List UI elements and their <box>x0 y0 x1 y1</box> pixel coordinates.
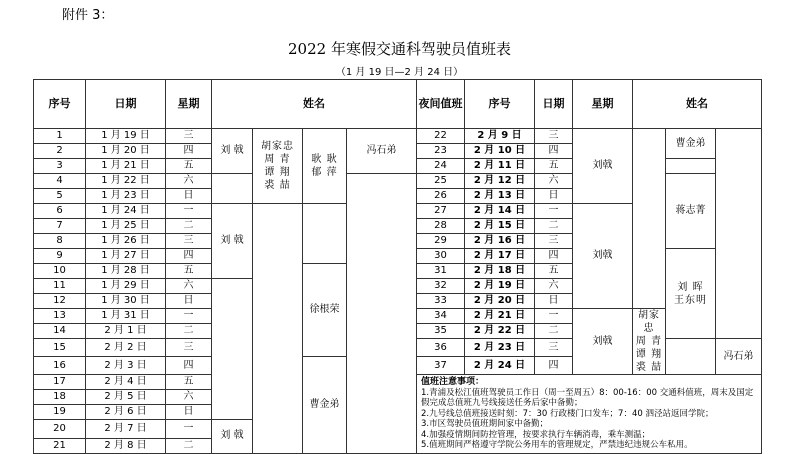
date-cell: 2 月 24 日 <box>465 357 535 375</box>
weekday-cell: 日 <box>166 189 212 204</box>
seq-number: 36 <box>417 339 465 357</box>
weekday-cell: 五 <box>166 375 212 390</box>
seq-number: 14 <box>34 324 86 339</box>
date-cell: 2 月 23 日 <box>465 339 535 357</box>
date-cell: 2 月 11 日 <box>465 159 535 174</box>
weekday-cell: 四 <box>166 249 212 264</box>
weekday-cell: 二 <box>535 324 573 339</box>
header-weekday: 星期 <box>573 80 633 129</box>
note-item: 2.九号线总值班接送时刻：7：30 行政楼门口发车；7：40 泗泾站返回学院； <box>421 408 714 419</box>
date-cell: 2 月 15 日 <box>465 219 535 234</box>
driver-name: 曹金弟 <box>303 357 347 454</box>
attachment-label: 附件 3： <box>62 8 114 23</box>
weekday-cell: 一 <box>166 204 212 219</box>
date-cell: 1 月 28 日 <box>86 264 166 279</box>
date-cell: 2 月 13 日 <box>465 189 535 204</box>
seq-number: 9 <box>34 249 86 264</box>
date-cell: 2 月 4 日 <box>86 375 166 390</box>
driver-group-names: 胡家忠 周 青 谭 翔 裘 喆 <box>253 129 303 204</box>
header-seq: 序号 <box>465 80 535 129</box>
date-cell: 1 月 20 日 <box>86 144 166 159</box>
name-empty <box>666 339 716 375</box>
date-cell: 2 月 1 日 <box>86 324 166 339</box>
name-empty <box>666 159 716 174</box>
weekday-cell: 四 <box>166 357 212 375</box>
header-weekday: 星期 <box>166 80 212 129</box>
weekday-cell: 三 <box>166 234 212 249</box>
date-cell: 2 月 2 日 <box>86 339 166 357</box>
date-cell: 2 月 22 日 <box>465 324 535 339</box>
weekday-cell: 一 <box>535 309 573 324</box>
date-cell: 1 月 24 日 <box>86 204 166 219</box>
date-cell: 1 月 19 日 <box>86 129 166 144</box>
driver-name: 刘戟 <box>573 204 633 309</box>
seq-number: 7 <box>34 219 86 234</box>
date-cell: 2 月 16 日 <box>465 234 535 249</box>
header-name: 姓名 <box>633 80 762 129</box>
name-empty <box>212 279 253 420</box>
driver-name: 曹金弟 <box>666 129 716 159</box>
weekday-cell: 六 <box>535 174 573 189</box>
weekday-cell: 六 <box>166 279 212 294</box>
seq-number: 12 <box>34 294 86 309</box>
seq-number: 31 <box>417 264 465 279</box>
header-name: 姓名 <box>212 80 417 129</box>
date-cell: 1 月 29 日 <box>86 279 166 294</box>
seq-number: 6 <box>34 204 86 219</box>
table-row <box>34 129 762 144</box>
weekday-cell: 日 <box>535 189 573 204</box>
weekday-cell: 四 <box>535 144 573 159</box>
seq-number: 25 <box>417 174 465 189</box>
driver-name: 刘戟 <box>573 129 633 204</box>
date-cell: 2 月 7 日 <box>86 420 166 439</box>
seq-number: 35 <box>417 324 465 339</box>
seq-number: 17 <box>34 375 86 390</box>
seq-number: 3 <box>34 159 86 174</box>
note-item: 3.市区驾驶员值班期间家中备勤； <box>421 419 549 429</box>
note-item: 5.值班期间严格遵守学院公务用车的管理规定，严禁违纪违规公车私用。 <box>421 440 693 450</box>
date-cell: 2 月 18 日 <box>465 264 535 279</box>
weekday-cell: 四 <box>535 249 573 264</box>
driver-names: 刘 晖 王东明 <box>666 249 716 339</box>
name-empty <box>303 204 347 264</box>
seq-number: 21 <box>34 438 86 453</box>
weekday-cell: 日 <box>535 294 573 309</box>
weekday-cell: 六 <box>535 279 573 294</box>
weekday-cell: 四 <box>535 357 573 375</box>
driver-name: 蒋志菁 <box>666 174 716 249</box>
weekday-cell: 一 <box>535 204 573 219</box>
weekday-cell: 五 <box>166 264 212 279</box>
weekday-cell: 三 <box>166 129 212 144</box>
weekday-cell: 四 <box>166 144 212 159</box>
header-night-duty: 夜间值班 <box>417 80 465 129</box>
date-cell: 2 月 3 日 <box>86 357 166 375</box>
date-cell: 1 月 30 日 <box>86 294 166 309</box>
driver-name: 徐根荣 <box>303 264 347 357</box>
driver-name: 刘 戟 <box>212 129 253 174</box>
date-cell: 1 月 22 日 <box>86 174 166 189</box>
date-cell: 2 月 10 日 <box>465 144 535 159</box>
date-cell: 2 月 19 日 <box>465 279 535 294</box>
seq-number: 19 <box>34 405 86 420</box>
weekday-cell: 六 <box>166 390 212 405</box>
weekday-cell: 二 <box>535 219 573 234</box>
seq-number: 13 <box>34 309 86 324</box>
date-cell: 2 月 21 日 <box>465 309 535 324</box>
date-cell: 1 月 26 日 <box>86 234 166 249</box>
seq-number: 37 <box>417 357 465 375</box>
header-date: 日期 <box>535 80 573 129</box>
date-cell: 2 月 6 日 <box>86 405 166 420</box>
name-empty <box>633 129 666 309</box>
weekday-cell: 二 <box>166 219 212 234</box>
seq-number: 33 <box>417 294 465 309</box>
name-empty <box>212 174 253 204</box>
night-duty-name: 冯石弟 <box>347 129 417 174</box>
seq-number: 20 <box>34 420 86 439</box>
date-cell: 2 月 17 日 <box>465 249 535 264</box>
night-empty <box>347 174 417 454</box>
date-cell: 1 月 25 日 <box>86 219 166 234</box>
notes-title: 值班注意事项： <box>421 377 485 387</box>
seq-number: 2 <box>34 144 86 159</box>
date-cell: 1 月 31 日 <box>86 309 166 324</box>
weekday-cell: 日 <box>166 405 212 420</box>
seq-number: 26 <box>417 189 465 204</box>
weekday-cell: 五 <box>535 159 573 174</box>
seq-number: 22 <box>417 129 465 144</box>
driver-name: 刘 戟 <box>212 420 253 454</box>
seq-number: 5 <box>34 189 86 204</box>
weekday-cell: 五 <box>166 159 212 174</box>
weekday-cell: 三 <box>166 339 212 357</box>
weekday-cell: 二 <box>166 438 212 453</box>
seq-number: 24 <box>417 159 465 174</box>
weekday-cell: 三 <box>535 339 573 357</box>
seq-number: 29 <box>417 234 465 249</box>
date-range-subtitle: （1 月 19 日—2 月 24 日） <box>335 67 464 78</box>
date-cell: 2 月 20 日 <box>465 294 535 309</box>
weekday-cell: 三 <box>535 234 573 249</box>
seq-number: 4 <box>34 174 86 189</box>
seq-number: 27 <box>417 204 465 219</box>
night-duty-name: 冯石弟 <box>716 339 762 375</box>
seq-number: 18 <box>34 390 86 405</box>
seq-number: 15 <box>34 339 86 357</box>
seq-number: 32 <box>417 279 465 294</box>
weekday-cell: 日 <box>166 294 212 309</box>
name-empty <box>253 204 303 454</box>
driver-group-names: 胡家忠 周 青 谭 翔 裘 喆 <box>633 309 666 375</box>
duty-notes <box>417 375 762 454</box>
weekday-cell: 三 <box>535 129 573 144</box>
note-item: 4.加强疫情期间防控管理，按要求执行车辆消毒，乘车测温； <box>421 429 651 440</box>
seq-number: 28 <box>417 219 465 234</box>
date-cell: 1 月 23 日 <box>86 189 166 204</box>
date-cell: 2 月 12 日 <box>465 174 535 189</box>
weekday-cell: 一 <box>166 309 212 324</box>
seq-number: 11 <box>34 279 86 294</box>
note-item: 1.青浦及松江值班驾驶员工作日（周一至周五）8：00-16：00 交通科值班，周末及国定假完成总值班九号线接送任务后家中备勤； <box>421 387 754 408</box>
weekday-cell: 六 <box>166 174 212 189</box>
schedule-body <box>34 80 762 454</box>
weekday-cell: 二 <box>166 324 212 339</box>
header-row <box>34 80 762 129</box>
date-cell: 1 月 27 日 <box>86 249 166 264</box>
driver-name: 刘戟 <box>573 309 633 375</box>
driver-name: 刘 戟 <box>212 204 253 279</box>
driver-names: 耿 耿 郁 萍 <box>303 129 347 204</box>
weekday-cell: 五 <box>535 264 573 279</box>
header-date: 日期 <box>86 80 166 129</box>
date-cell: 2 月 8 日 <box>86 438 166 453</box>
seq-number: 8 <box>34 234 86 249</box>
date-cell: 1 月 21 日 <box>86 159 166 174</box>
seq-number: 1 <box>34 129 86 144</box>
seq-number: 10 <box>34 264 86 279</box>
date-cell: 2 月 9 日 <box>465 129 535 144</box>
weekday-cell: 一 <box>166 420 212 439</box>
seq-number: 16 <box>34 357 86 375</box>
header-seq: 序号 <box>34 80 86 129</box>
seq-number: 23 <box>417 144 465 159</box>
night-empty <box>716 129 762 339</box>
seq-number: 34 <box>417 309 465 324</box>
page-title: 2022 年寒假交通科驾驶员值班表 <box>288 40 511 58</box>
date-cell: 2 月 14 日 <box>465 204 535 219</box>
duty-schedule-table <box>33 79 762 454</box>
date-cell: 2 月 5 日 <box>86 390 166 405</box>
seq-number: 30 <box>417 249 465 264</box>
